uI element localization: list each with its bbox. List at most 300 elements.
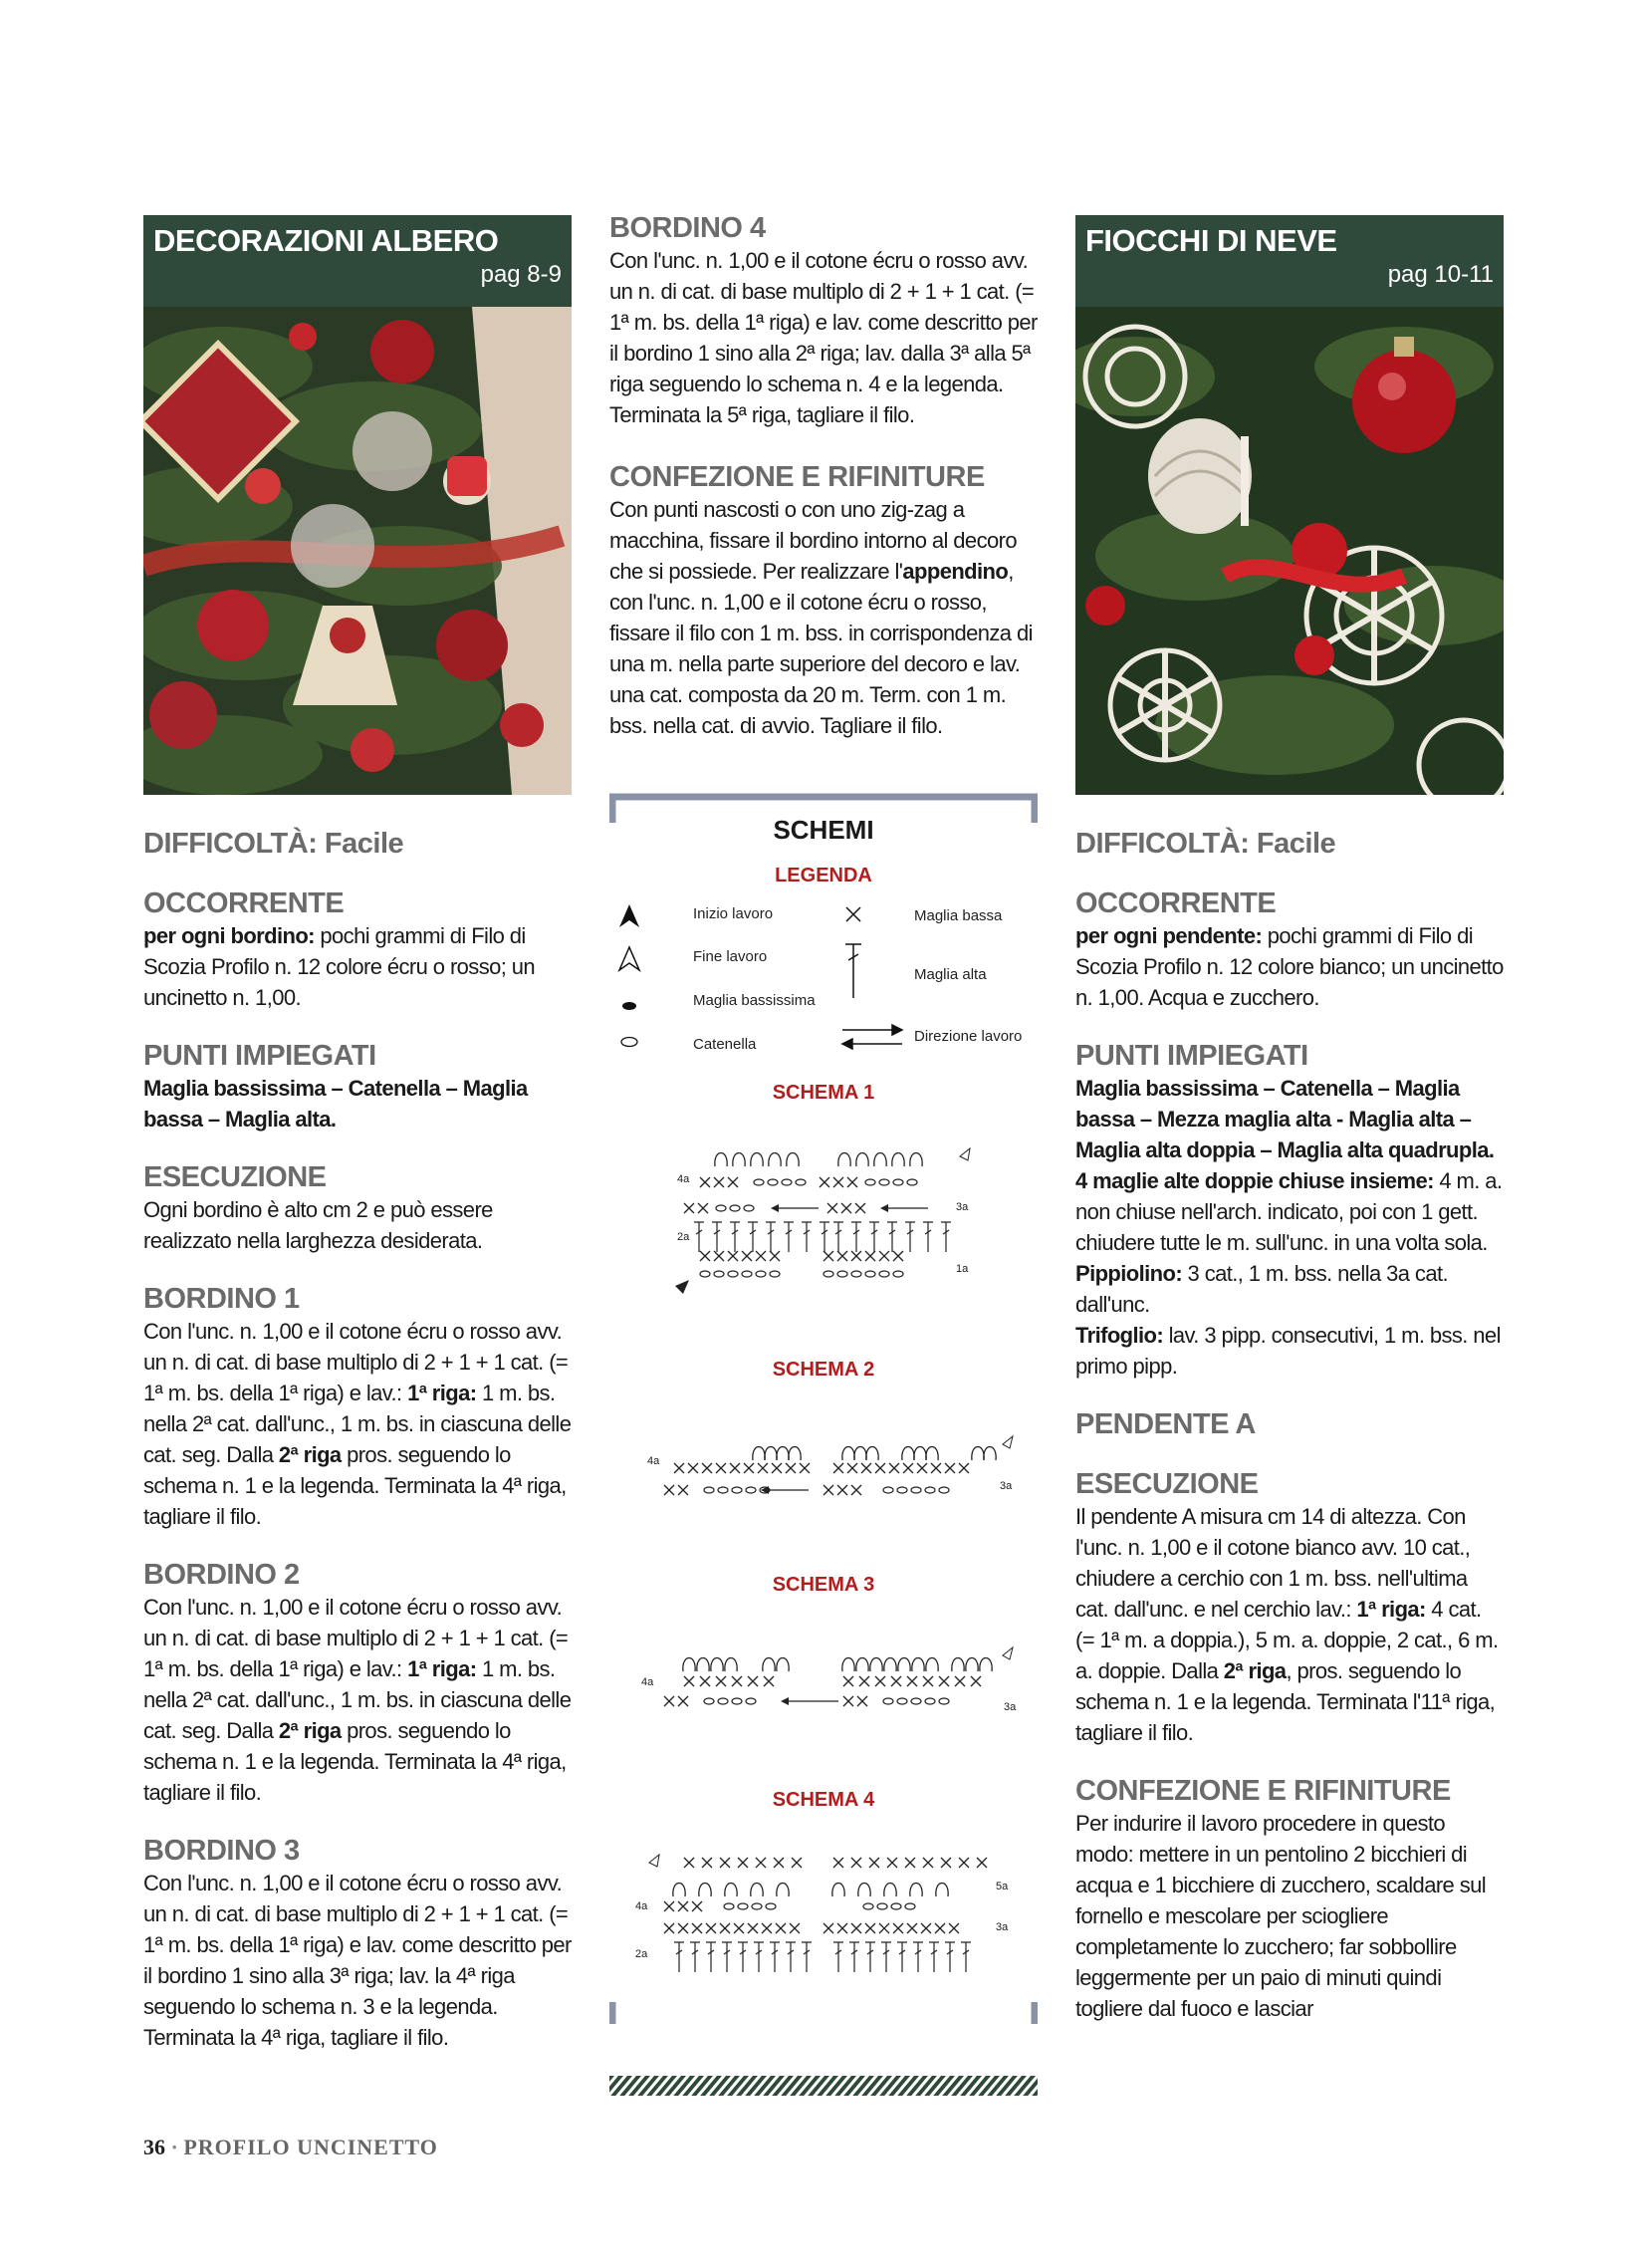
schema1-title: SCHEMA 1 xyxy=(772,1082,875,1104)
bordino1-bold-1: 1ª riga: xyxy=(407,1381,477,1405)
schema4-stitch xyxy=(851,1923,861,1933)
schema1-chain xyxy=(744,1205,754,1211)
schema4-stitch xyxy=(720,1858,730,1868)
snowflakes-photo xyxy=(1075,307,1504,795)
schema1-tall xyxy=(802,1222,812,1252)
schema1-chain xyxy=(824,1271,833,1277)
schema3-loop xyxy=(683,1658,695,1672)
legend-fine: Fine lavoro xyxy=(693,948,768,965)
schema2-stitch xyxy=(664,1485,674,1495)
left-banner-page: pag 8-9 xyxy=(480,261,562,288)
schema2-stitch xyxy=(716,1463,726,1473)
schema3-stitch xyxy=(907,1676,917,1686)
schema3-chain xyxy=(897,1698,907,1704)
schema1-chain xyxy=(728,1271,738,1277)
schema1-tall xyxy=(887,1222,897,1252)
schema3-loop xyxy=(898,1658,910,1672)
right-occorrente-body: pochi grammi di Filo di Scozia Profilo n. 12 colore bianco; un uncinetto n. 1,00. Acqua e zucchero. xyxy=(1075,923,1504,1010)
schema4-tall xyxy=(849,1942,859,1972)
schema3-loop xyxy=(856,1658,868,1672)
schema4-stitch xyxy=(678,1923,688,1933)
schema1-stitch xyxy=(684,1203,694,1213)
right-occorrente-bold: per ogni pendente: xyxy=(1075,923,1263,948)
schema3-stitch xyxy=(939,1676,949,1686)
schema1-loop xyxy=(838,1153,850,1167)
left-banner xyxy=(143,215,572,307)
schema3-chain xyxy=(746,1698,756,1704)
snowflakes-illustration xyxy=(1075,307,1504,795)
schema3-loop xyxy=(697,1658,709,1672)
schema3-loop xyxy=(912,1658,924,1672)
schema2-stitch xyxy=(875,1463,885,1473)
schema4-loop xyxy=(884,1884,896,1897)
schema1-tall xyxy=(869,1222,879,1252)
schema2-stitch xyxy=(945,1463,955,1473)
schema4-stitch xyxy=(720,1923,730,1933)
schema4-tall xyxy=(722,1942,732,1972)
schema1-stitch xyxy=(893,1251,903,1261)
schema4-tall xyxy=(961,1942,971,1972)
bordino4-text: Con l'unc. n. 1,00 e il cotone écru o rosso avv. un n. di cat. di base multiplo di 2 + 1 + 1 cat. (= 1ª m. bs. della 1ª riga) e lav. come descritto per il bordino 1 sino alla 2ª riga; lav. dalla 3ª alla 5ª riga seguendo lo schema n. 4 e la legenda. Terminata la 5ª riga, tagliare il filo. xyxy=(609,248,1038,427)
schema3-chain xyxy=(939,1698,949,1704)
schema2-row4-label: 4a xyxy=(647,1455,660,1467)
schema1-chain xyxy=(893,1271,903,1277)
schemi-title: SCHEMI xyxy=(773,815,874,845)
schema4-stitch xyxy=(762,1923,772,1933)
schema2-stitch xyxy=(833,1463,843,1473)
legend-inizio: Inizio lavoro xyxy=(693,905,774,922)
bordino2-part-a: Con l'unc. n. 1,00 e il cotone écru o rosso avv. un n. di cat. di base multiplo di 2 + 1 + 1 cat. (= 1ª m. bs. della 1ª riga) e lav.: xyxy=(143,1595,569,1681)
schema4-stitch xyxy=(923,1858,933,1868)
schema1-chain xyxy=(700,1271,710,1277)
schema1-chain xyxy=(796,1179,806,1185)
pippiolino-text xyxy=(1075,1258,1504,1320)
schema1-chain xyxy=(879,1179,889,1185)
schema2-chain xyxy=(939,1487,949,1493)
schema2-loop xyxy=(753,1447,765,1461)
schema4-tall xyxy=(738,1942,748,1972)
schema2-loop xyxy=(914,1447,926,1461)
schema1-stitch xyxy=(820,1177,829,1187)
maglia-bassa-icon xyxy=(846,907,860,921)
schema2-stitch xyxy=(861,1463,871,1473)
schema4-stitch xyxy=(692,1901,702,1911)
schema1-chain xyxy=(837,1271,847,1277)
schema1-chain xyxy=(865,1271,875,1277)
schema1-row3-label: 3a xyxy=(956,1201,969,1213)
schema1-arrow-head xyxy=(880,1204,888,1212)
schema2-loop xyxy=(854,1447,866,1461)
schema3-loop xyxy=(870,1658,882,1672)
right-esecuzione-text xyxy=(1075,1501,1504,1748)
right-esecuzione-bold-2: 2ª riga xyxy=(1223,1658,1287,1683)
right-confezione-heading: CONFEZIONE E RIFINITURE xyxy=(1075,1775,1451,1807)
schema1-row1-label: 1a xyxy=(956,1263,969,1275)
schema1-chain xyxy=(770,1271,780,1277)
right-occorrente-text xyxy=(1075,920,1504,1013)
schema4-chain xyxy=(766,1903,776,1909)
schema3-stitch xyxy=(875,1676,885,1686)
direzione-lavoro-icon xyxy=(842,1025,902,1049)
schema1-tall xyxy=(694,1222,704,1252)
schema1-chain xyxy=(768,1179,778,1185)
schema1-loop xyxy=(715,1153,727,1167)
schema4-chain xyxy=(905,1903,915,1909)
schema1-stitch xyxy=(851,1251,861,1261)
schema4-stitch xyxy=(837,1923,847,1933)
schema2-diagram xyxy=(609,1430,1038,1520)
bordino3-text: Con l'unc. n. 1,00 e il cotone écru o rosso avv. un n. di cat. di base multiplo di 2 + 1 + 1 cat. (= 1ª m. bs. della 1ª riga) e lav. come descritto per il bordino 1 sino alla 3ª riga; lav. la 4ª riga seguendo lo schema n. 3 e la legenda. Terminata la 4ª riga, tagliare il filo. xyxy=(143,1871,572,2050)
schema1-stitch xyxy=(824,1251,833,1261)
schema4-loop xyxy=(910,1884,922,1897)
schema1-loop xyxy=(856,1153,868,1167)
bordino4-heading: BORDINO 4 xyxy=(609,212,766,244)
schema4-stitch xyxy=(921,1923,931,1933)
magazine-name: PROFILO UNCINETTO xyxy=(183,2135,438,2159)
schema2-stitch xyxy=(688,1463,698,1473)
maglia-bassissima-icon xyxy=(622,1002,636,1010)
schema1-tall xyxy=(923,1222,933,1252)
schema4-row5-label: 5a xyxy=(996,1881,1009,1892)
schema2-chain xyxy=(704,1487,714,1493)
schema2-loop xyxy=(777,1447,789,1461)
schema2-stitch xyxy=(917,1463,927,1473)
right-column xyxy=(1075,215,1504,2024)
left-occorrente-body: pochi grammi di Filo di Scozia Profilo n. 12 colore écru o rosso; un uncinetto n. 1,00. xyxy=(143,923,536,1010)
bordino2-part-c: 1 m. bs. nella 2ª cat. dall'unc., 1 m. bs. in ciascuna delle cat. seg. Dalla xyxy=(143,1656,572,1743)
schema4-stitch xyxy=(706,1923,716,1933)
legend-bassa: Maglia bassa xyxy=(914,907,1003,924)
schema2-loop xyxy=(765,1447,777,1461)
schema4-stitch xyxy=(756,1858,766,1868)
schema4-loop xyxy=(858,1884,870,1897)
left-esecuzione-heading: ESECUZIONE xyxy=(143,1161,327,1193)
schema2-stitch xyxy=(678,1485,688,1495)
left-column xyxy=(143,215,572,2053)
right-punti-text: Maglia bassissima – Catenella – Maglia bassa – Mezza maglia alta - Maglia alta – Maglia alta doppia – Maglia alta quadrupla. xyxy=(1075,1076,1495,1162)
middle-column xyxy=(609,211,1038,741)
schema1-tall xyxy=(941,1222,951,1252)
bordino2-part-d: pros. seguendo lo schema n. 1 e la legenda. Terminata la 4ª riga, tagliare il filo. xyxy=(143,1718,567,1805)
bordino3-heading: BORDINO 3 xyxy=(143,1835,300,1867)
schema1-chain xyxy=(907,1179,917,1185)
schema4-diagram xyxy=(609,1849,1038,1978)
left-occorrente-bold: per ogni bordino: xyxy=(143,923,315,948)
schema4-tall xyxy=(690,1942,700,1972)
schema1-tall xyxy=(784,1222,794,1252)
left-difficulty: DIFFICOLTÀ: Facile xyxy=(143,828,404,860)
schema1-tall xyxy=(851,1222,861,1252)
schema4-stitch xyxy=(905,1858,915,1868)
schema1-chain xyxy=(742,1271,752,1277)
schema4-loop xyxy=(673,1884,685,1897)
schema1-stitch xyxy=(879,1251,889,1261)
schema3-title: SCHEMA 3 xyxy=(772,1574,875,1596)
bordino1-part-a: Con l'unc. n. 1,00 e il cotone écru o rosso avv. un n. di cat. di base multiplo di 2 + 1 + 1 cat. (= 1ª m. bs. della 1ª riga) e lav.: xyxy=(143,1319,569,1405)
trifoglio-text xyxy=(1075,1320,1504,1382)
bordino1-part-c: 1 m. bs. nella 2ª cat. dall'unc., 1 m. bs. in ciascuna delle cat. seg. Dalla xyxy=(143,1381,572,1467)
schema4-end-icon xyxy=(649,1855,659,1867)
schema4-tall xyxy=(865,1942,875,1972)
legend-alta: Maglia alta xyxy=(914,966,987,983)
schema1-tall xyxy=(712,1222,722,1252)
schema4-stitch xyxy=(907,1923,917,1933)
schema4-stitch xyxy=(824,1923,833,1933)
schema4-stitch xyxy=(851,1858,861,1868)
schema1-stitch xyxy=(714,1177,724,1187)
schema3-stitch xyxy=(764,1676,774,1686)
schema3-stitch xyxy=(843,1676,853,1686)
schema1-stitch xyxy=(698,1203,708,1213)
schema3-loop xyxy=(926,1658,938,1672)
pendente-heading: PENDENTE A xyxy=(1075,1408,1256,1440)
schema1-loop xyxy=(910,1153,922,1167)
left-occorrente-text xyxy=(143,920,572,1013)
schema4-stitch xyxy=(949,1923,959,1933)
bordino1-heading: BORDINO 1 xyxy=(143,1283,300,1315)
middle-confezione-text xyxy=(609,494,1038,741)
schema3-loop xyxy=(725,1658,737,1672)
right-occorrente-heading: OCCORRENTE xyxy=(1075,887,1277,919)
right-difficulty: DIFFICOLTÀ: Facile xyxy=(1075,828,1336,860)
schema1-loop xyxy=(769,1153,781,1167)
schema3-stitch xyxy=(923,1676,933,1686)
bordino2-bold-1: 1ª riga: xyxy=(407,1656,477,1681)
left-banner-title: DECORAZIONI ALBERO xyxy=(153,223,499,258)
schema3-end-icon xyxy=(1003,1647,1013,1659)
schema2-loop xyxy=(789,1447,801,1461)
schema1-stitch xyxy=(770,1251,780,1261)
schema3-loop xyxy=(884,1658,896,1672)
page-footer xyxy=(143,2135,438,2160)
right-banner-title: FIOCCHI DI NEVE xyxy=(1085,223,1337,258)
schema4-stitch xyxy=(790,1923,800,1933)
schema2-end-icon xyxy=(1003,1436,1013,1448)
middle-confezione-part-c: , con l'unc. n. 1,00 e il cotone écru o rosso, fissare il filo con 1 m. bss. in corrispondenza di una m. nella parte superiore del decoro e lav. una cat. composta da 20 m. Term. con 1 m. bss. nella cat. di avvio. Tagliare il filo. xyxy=(609,559,1033,738)
schema2-stitch xyxy=(674,1463,684,1473)
schema3-chain xyxy=(704,1698,714,1704)
schema4-stitch xyxy=(879,1923,889,1933)
schema2-loop xyxy=(972,1447,984,1461)
trifoglio-bold: Trifoglio: xyxy=(1075,1323,1164,1348)
schema4-stitch xyxy=(941,1858,951,1868)
schema4-stitch xyxy=(865,1923,875,1933)
schema4-stitch xyxy=(684,1858,694,1868)
schema4-stitch xyxy=(833,1858,843,1868)
schema1-stitch xyxy=(700,1251,710,1261)
schema3-loop xyxy=(952,1658,964,1672)
schema2-stitch xyxy=(786,1463,796,1473)
schema4-tall xyxy=(770,1942,780,1972)
schema1-stitch xyxy=(714,1251,724,1261)
schema4-loop xyxy=(777,1884,789,1897)
schema4-tall xyxy=(706,1942,716,1972)
schema2-stitch xyxy=(730,1463,740,1473)
schema4-stitch xyxy=(792,1858,802,1868)
legenda-title: LEGENDA xyxy=(775,865,872,886)
right-esecuzione-part-c: 4 cat. (= 1ª m. a doppia.), 5 m. a. doppie, 2 cat., 6 m. a. doppie. Dalla xyxy=(1075,1597,1499,1683)
schema2-chain xyxy=(897,1487,907,1493)
schema4-tall xyxy=(833,1942,843,1972)
schema4-stitch xyxy=(887,1858,897,1868)
schema4-chain xyxy=(891,1903,901,1909)
schema2-stitch xyxy=(837,1485,847,1495)
schema3-stitch xyxy=(684,1676,694,1686)
maglie-chiuse-text xyxy=(1075,1165,1504,1258)
schema1-chain xyxy=(714,1271,724,1277)
right-esecuzione-part-a: Il pendente A misura cm 14 di altezza. Con l'unc. n. 1,00 e il cotone bianco avv. 10 cat., chiudere a cerchio con 1 m. bss. nell'ultima cat. dall'unc. e nel cerchio lav.: xyxy=(1075,1504,1471,1622)
left-punti-text: Maglia bassissima – Catenella – Maglia bassa – Maglia alta. xyxy=(143,1076,528,1132)
schema3-row3-label: 3a xyxy=(1004,1701,1017,1713)
schema4-row4-label: 4a xyxy=(635,1900,648,1912)
bordino2-text xyxy=(143,1592,572,1808)
maglia-alta-icon xyxy=(845,944,861,998)
schema3-chain xyxy=(732,1698,742,1704)
schema3-stitch xyxy=(748,1676,758,1686)
schema4-stitch xyxy=(692,1923,702,1933)
schema4-tall xyxy=(897,1942,907,1972)
schema3-stitch xyxy=(955,1676,965,1686)
right-esecuzione-part-d: , pros. seguendo lo schema n. 1 e la legenda. Terminata l'11ª riga, tagliare il filo. xyxy=(1075,1658,1496,1745)
schema1-chain xyxy=(756,1271,766,1277)
schema4-stitch xyxy=(734,1923,744,1933)
schema2-stitch xyxy=(931,1463,941,1473)
schema1-loop xyxy=(874,1153,886,1167)
legend-catenella: Catenella xyxy=(693,1036,757,1053)
schema4-stitch xyxy=(935,1923,945,1933)
schemi-box xyxy=(609,793,1038,2024)
schema2-stitch xyxy=(824,1485,833,1495)
schema4-tall xyxy=(786,1942,796,1972)
schema1-chain xyxy=(893,1179,903,1185)
christmas-tree-illustration xyxy=(143,307,572,795)
schema1-stitch xyxy=(855,1203,865,1213)
left-occorrente-heading: OCCORRENTE xyxy=(143,887,345,919)
bordino1-text xyxy=(143,1316,572,1532)
schema2-chain xyxy=(732,1487,742,1493)
schema1-start-icon xyxy=(675,1280,689,1294)
schema2-stitch xyxy=(800,1463,810,1473)
schema2-stitch xyxy=(847,1463,857,1473)
schema3-loop xyxy=(980,1658,992,1672)
schema1-tall xyxy=(766,1222,776,1252)
right-banner xyxy=(1075,215,1504,307)
schema2-title: SCHEMA 2 xyxy=(772,1359,875,1381)
schema1-stitch xyxy=(700,1177,710,1187)
schema4-stitch xyxy=(959,1858,969,1868)
schema2-stitch xyxy=(959,1463,969,1473)
schema2-chain xyxy=(746,1487,756,1493)
schema4-stitch xyxy=(977,1858,987,1868)
schema3-diagram xyxy=(609,1641,1038,1731)
schema3-stitch xyxy=(700,1676,710,1686)
schema4-tall xyxy=(945,1942,955,1972)
schema3-arrow-head xyxy=(781,1697,789,1705)
schema4-tall xyxy=(881,1942,891,1972)
schema1-chain xyxy=(730,1205,740,1211)
pippiolino-body: 3 cat., 1 m. bss. nella 3a cat. dall'unc. xyxy=(1075,1261,1448,1317)
schema1-tall xyxy=(730,1222,740,1252)
maglie-chiuse-bold: 4 maglie alte doppie chiuse insieme: xyxy=(1075,1168,1434,1193)
schema2-stitch xyxy=(772,1463,782,1473)
schema2-stitch xyxy=(903,1463,913,1473)
bordino1-bold-2: 2ª riga xyxy=(278,1442,342,1467)
schema1-row4-label: 4a xyxy=(677,1173,690,1185)
schema2-stitch xyxy=(744,1463,754,1473)
schema3-row4-label: 4a xyxy=(641,1676,654,1688)
schema4-loop xyxy=(936,1884,948,1897)
schema1-stitch xyxy=(865,1251,875,1261)
schema1-loop xyxy=(751,1153,763,1167)
page-number: 36 xyxy=(143,2135,165,2159)
schema1-chain xyxy=(879,1271,889,1277)
schema4-loop xyxy=(725,1884,737,1897)
schema1-stitch xyxy=(833,1177,843,1187)
schema1-chain xyxy=(716,1205,726,1211)
inizio-lavoro-icon xyxy=(619,904,639,927)
schema1-diagram xyxy=(609,1136,1038,1296)
schema4-loop xyxy=(699,1884,711,1897)
schema3-chain xyxy=(925,1698,935,1704)
schema4-tall xyxy=(754,1942,764,1972)
schema3-stitch xyxy=(859,1676,869,1686)
schema4-tall xyxy=(913,1942,923,1972)
schema1-chain xyxy=(865,1179,875,1185)
schema4-tall xyxy=(802,1942,812,1972)
schema1-stitch xyxy=(728,1251,738,1261)
schema3-loop xyxy=(763,1658,775,1672)
right-banner-page: pag 10-11 xyxy=(1387,261,1494,288)
schema3-loop xyxy=(842,1658,854,1672)
schema1-stitch xyxy=(837,1251,847,1261)
schema4-stitch xyxy=(893,1923,903,1933)
schema3-chain xyxy=(718,1698,728,1704)
schema2-row3-label: 3a xyxy=(1000,1480,1013,1492)
christmas-tree-photo xyxy=(143,307,572,795)
schema2-loop xyxy=(866,1447,878,1461)
schema3-stitch xyxy=(678,1696,688,1706)
schema3-chain xyxy=(883,1698,893,1704)
schema2-stitch xyxy=(889,1463,899,1473)
schema1-chain xyxy=(782,1179,792,1185)
schema2-chain xyxy=(883,1487,893,1493)
legend-direzione: Direzione lavoro xyxy=(914,1028,1023,1045)
schema3-stitch xyxy=(971,1676,981,1686)
schema1-stitch xyxy=(827,1203,837,1213)
schema1-stitch xyxy=(756,1251,766,1261)
schema4-loop xyxy=(832,1884,844,1897)
pippiolino-bold: Pippiolino: xyxy=(1075,1261,1183,1286)
bordino2-heading: BORDINO 2 xyxy=(143,1559,300,1591)
schema4-stitch xyxy=(748,1923,758,1933)
fine-lavoro-icon xyxy=(619,947,639,970)
middle-confezione-part-a: Con punti nascosti o con uno zig-zag a macchina, fissare il bordino intorno al decoro che si possiede. Per realizzare l' xyxy=(609,497,1017,584)
schema3-stitch xyxy=(664,1696,674,1706)
schema4-row3-label: 3a xyxy=(996,1921,1009,1933)
bordino2-bold-2: 2ª riga xyxy=(278,1718,342,1743)
schema2-stitch xyxy=(758,1463,768,1473)
schema3-stitch xyxy=(891,1676,901,1686)
footer-separator: · xyxy=(170,2135,178,2159)
schema1-stitch xyxy=(742,1251,752,1261)
schema3-loop xyxy=(711,1658,723,1672)
schema1-chain xyxy=(851,1271,861,1277)
right-confezione-text: Per indurire il lavoro procedere in questo modo: mettere in un pentolino 2 bicchieri di acqua e 1 bicchiere di zucchero, scaldare sul fornello e mescolare per sciogliere completamente lo zucchero; far sobbollire leggermente per un paio di minuti quindi togliere dal fuoco e lasciar xyxy=(1075,1811,1487,2021)
schema4-stitch xyxy=(738,1858,748,1868)
middle-confezione-heading: CONFEZIONE E RIFINITURE xyxy=(609,461,985,493)
schema1-arrow-head xyxy=(771,1204,779,1212)
schema4-stitch xyxy=(678,1901,688,1911)
